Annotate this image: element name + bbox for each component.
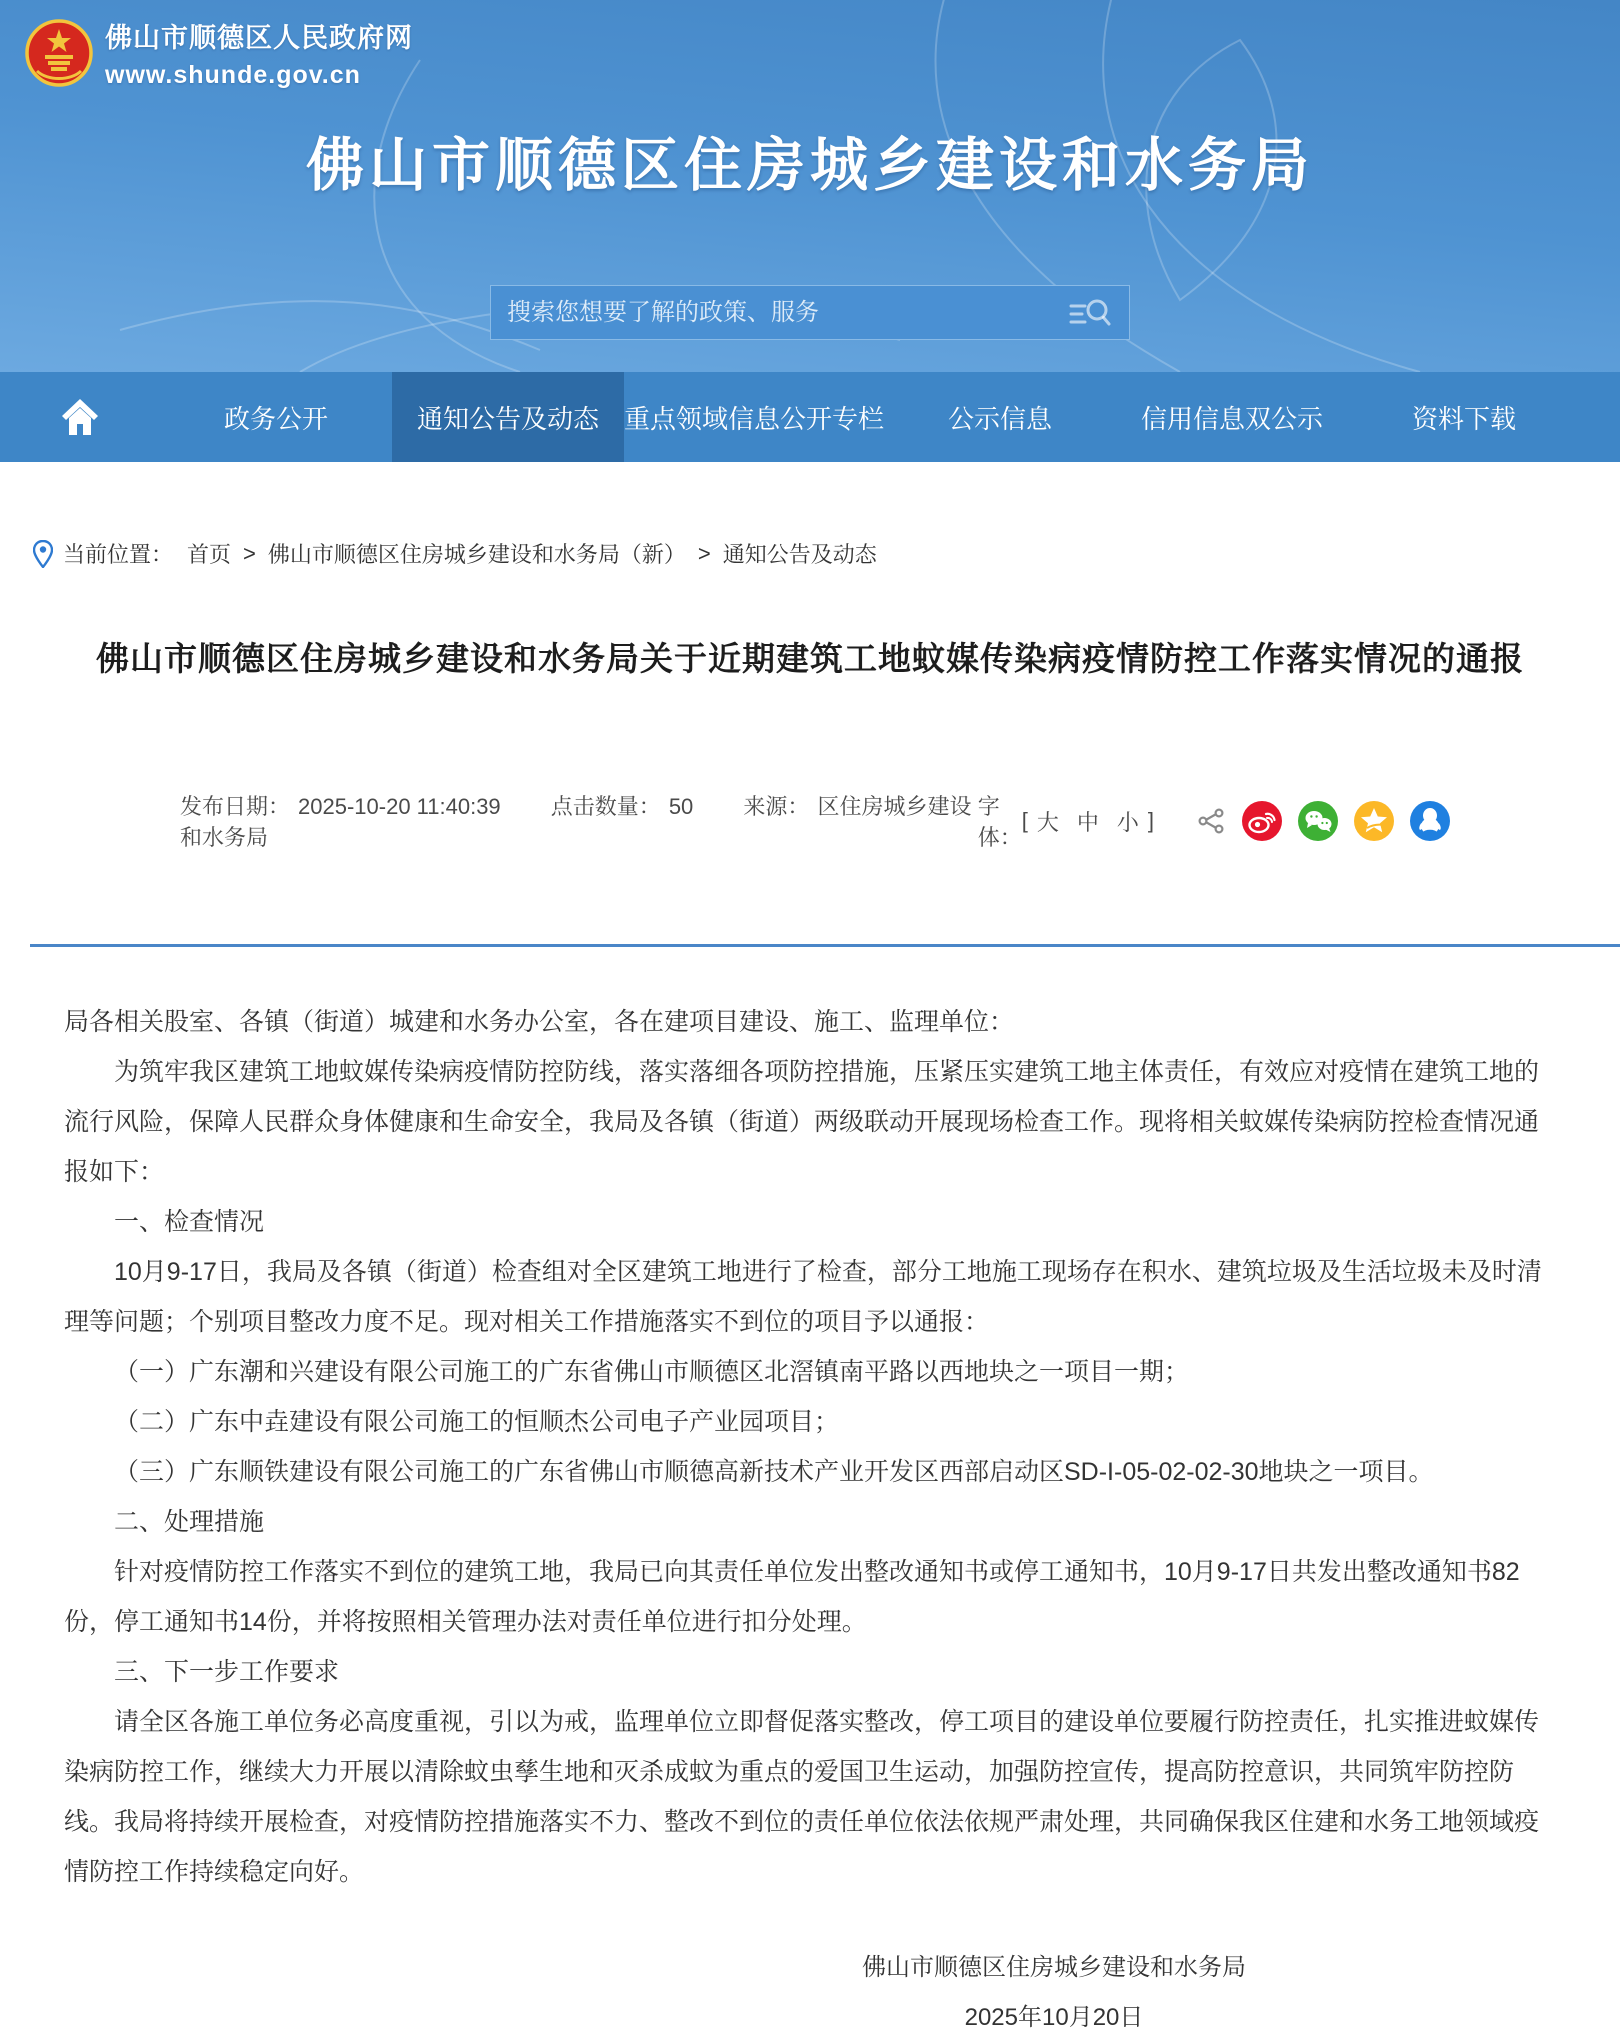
search-icon [1067, 294, 1113, 332]
nav-item-credit-info[interactable]: 信用信息双公示 [1141, 403, 1324, 434]
site-name: 佛山市顺德区人民政府网 [105, 23, 413, 53]
main-nav [0, 372, 1620, 462]
breadcrumb-home[interactable]: 首页 [187, 542, 232, 567]
department-title: 佛山市顺德区住房城乡建设和水务局 [305, 133, 1314, 198]
article-title: 佛山市顺德区住房城乡建设和水务局关于近期建筑工地蚊媒传染病疫情防控工作落实情况的通报 [96, 640, 1524, 677]
site-header [0, 0, 1620, 372]
share-button[interactable] [1196, 806, 1226, 836]
publish-date-value: 2025-10-20 11:40:39 [298, 794, 501, 819]
share-weibo-button[interactable] [1242, 801, 1282, 841]
site-logo-block [25, 16, 413, 90]
signature-department: 佛山市顺德区住房城乡建设和水务局 [862, 1954, 1246, 1981]
location-pin-icon [33, 540, 53, 568]
section-heading-3: 三、下一步工作要求 [114, 1658, 340, 1686]
breadcrumb [33, 538, 1620, 569]
section-heading-1: 一、检查情况 [114, 1208, 265, 1236]
breadcrumb-bureau[interactable]: 佛山市顺德区住房城乡建设和水务局（新） [267, 542, 686, 567]
article-meta-row [0, 790, 1620, 852]
font-size-small-button[interactable]: 小 [1117, 806, 1139, 837]
nav-item-open-gov[interactable]: 政务公开 [223, 403, 328, 434]
wechat-icon [1298, 801, 1338, 841]
share-wechat-button[interactable] [1298, 801, 1338, 841]
paragraph-inspection: 10月9-17日，我局及各镇（街道）检查组对全区建筑工地进行了检查，部分工地施工现场存在积水、建筑垃圾及生活垃圾未及时清理等问题；个别项目整改力度不足。现对相关工作措施落实不到位的项目予以通报： [64, 1258, 1542, 1336]
nav-item-downloads[interactable]: 资料下载 [1412, 403, 1517, 434]
font-size-medium-button[interactable]: 中 [1077, 806, 1099, 837]
breadcrumb-separator: > [697, 540, 711, 566]
qzone-icon [1354, 801, 1394, 841]
source-label: 来源： [743, 794, 810, 819]
clicks-value: 50 [668, 794, 694, 819]
national-emblem-icon [25, 19, 93, 87]
publish-date-label: 发布日期： [180, 794, 291, 819]
breadcrumb-notices[interactable]: 通知公告及动态 [722, 542, 877, 567]
paragraph-intro: 为筑牢我区建筑工地蚊媒传染病疫情防控防线，落实落细各项防控措施，压紧压实建筑工地主体责任，有效应对疫情在建筑工地的流行风险，保障人民群众身体健康和生命安全，我局及各镇（街道）两级联动开展现场检查工作。现将相关蚊媒传染病防控检查情况通报如下： [64, 1058, 1540, 1186]
list-item-1: （一）广东潮和兴建设有限公司施工的广东省佛山市顺德区北滘镇南平路以西地块之一项目一期； [114, 1358, 1190, 1386]
nav-item-key-info[interactable]: 重点领域信息公开专栏 [624, 403, 885, 434]
share-qq-button[interactable] [1410, 801, 1450, 841]
share-icon [1196, 806, 1226, 836]
source-value: 区住房城乡建设和水务局 [180, 794, 972, 850]
title-divider [30, 944, 1620, 947]
font-bracket-close: ] [1147, 808, 1154, 833]
section-heading-2: 二、处理措施 [114, 1508, 265, 1536]
font-size-label: 字体： [977, 794, 1022, 850]
nav-item-public-info[interactable]: 公示信息 [948, 403, 1053, 434]
paragraph-measures: 针对疫情防控工作落实不到位的建筑工地，我局已向其责任单位发出整改通知书或停工通知书，10月9-17日共发出整改通知书82份，停工通知书14份，并将按照相关管理办法对责任单位进行扣分处理。 [64, 1558, 1520, 1636]
article-body [0, 997, 1620, 2043]
font-bracket-open: [ [1021, 808, 1028, 833]
nav-home-button[interactable] [0, 372, 160, 462]
qq-icon [1410, 801, 1450, 841]
breadcrumb-separator: > [243, 540, 256, 566]
search-input[interactable] [507, 299, 1067, 327]
weibo-icon [1242, 801, 1282, 841]
share-qzone-button[interactable] [1354, 801, 1394, 841]
breadcrumb-label: 当前位置： [63, 542, 174, 567]
search-bar[interactable] [490, 285, 1130, 340]
list-item-2: （二）广东中垚建设有限公司施工的恒顺杰公司电子产业园项目； [114, 1408, 840, 1436]
article-meta [180, 790, 978, 852]
list-item-3: （三）广东顺铁建设有限公司施工的广东省佛山市顺德高新技术产业开发区西部启动区SD-I-05-02-02-30地块之一项目。 [114, 1458, 1434, 1486]
share-buttons [1180, 801, 1450, 841]
paragraph-salutation: 局各相关股室、各镇（街道）城建和水务办公室，各在建项目建设、施工、监理单位： [64, 1008, 1015, 1036]
search-button[interactable] [1067, 294, 1113, 332]
font-size-large-button[interactable]: 大 [1037, 806, 1059, 837]
home-icon [61, 397, 99, 437]
nav-item-notices[interactable]: 通知公告及动态 [392, 372, 624, 462]
site-url: www.shunde.gov.cn [105, 61, 361, 89]
signature-date: 2025年10月20日 [964, 2004, 1144, 2031]
clicks-label: 点击数量： [550, 794, 661, 819]
font-size-controls [978, 790, 1154, 852]
article-signature [862, 1943, 1246, 2043]
paragraph-requirements: 请全区各施工单位务必高度重视，引以为戒，监理单位立即督促落实整改，停工项目的建设单位要履行防控责任，扎实推进蚊媒传染病防控工作，继续大力开展以清除蚊虫孳生地和灭杀成蚊为重点的爱国卫生运动，加强防控宣传，提高防控意识，共同筑牢防控防线。我局将持续开展检查，对疫情防控措施落实不力、整改不到位的责任单位依法依规严肃处理，共同确保我区住建和水务工地领域疫情防控工作持续稳定向好。 [64, 1708, 1540, 1886]
